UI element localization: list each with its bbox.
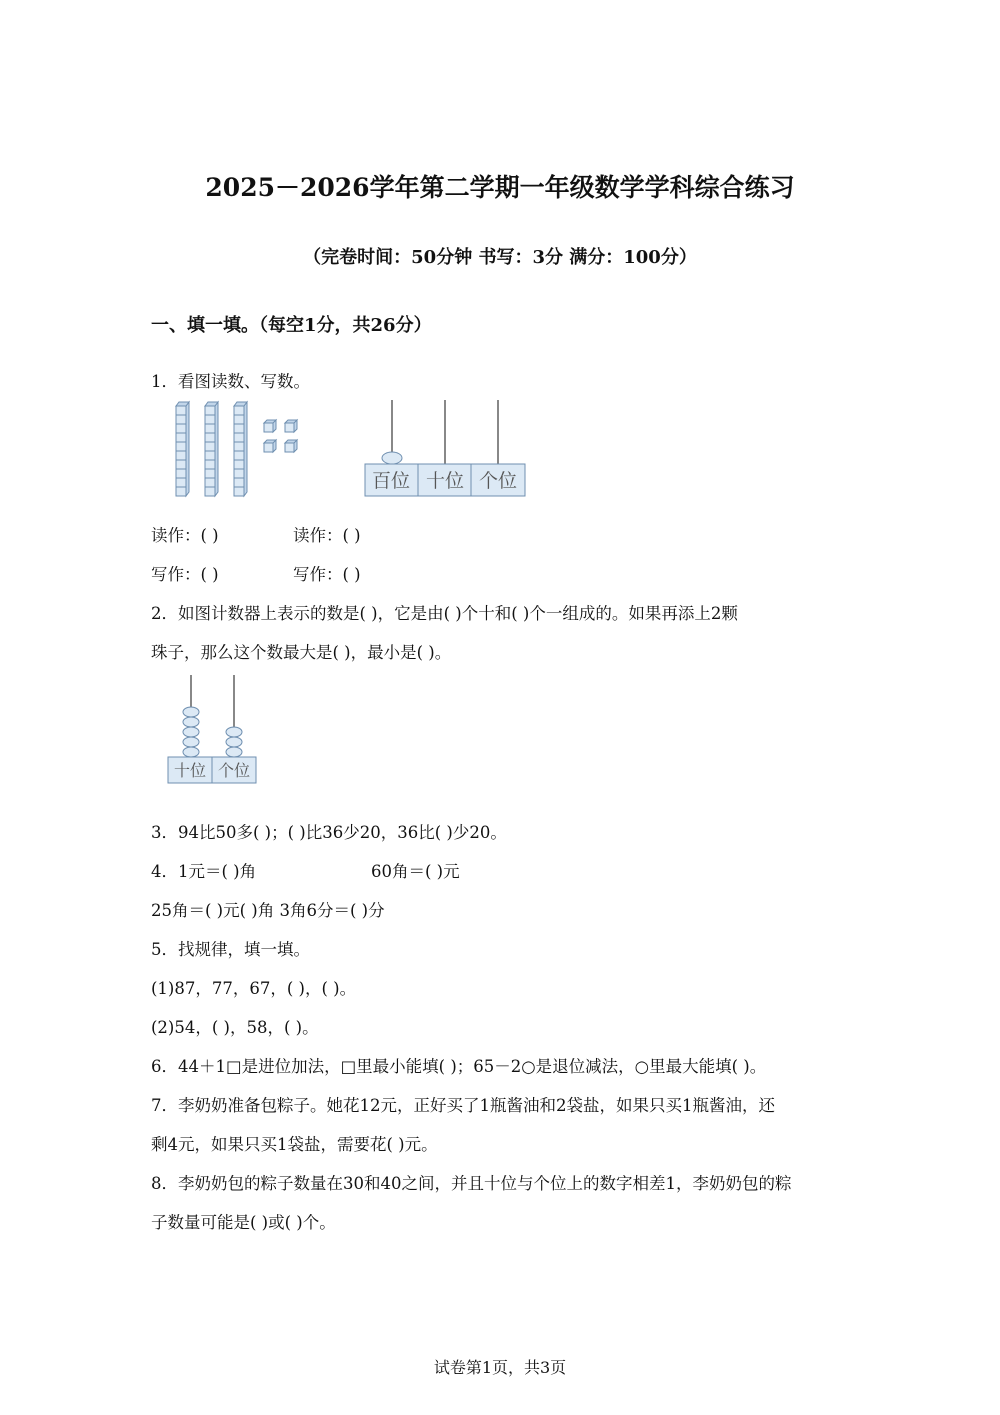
- page-footer: 试卷第1页，共3页: [433, 1358, 567, 1377]
- question-8-line-1: 8．李奶奶包的粽子数量在30和40之间，并且十位与个位上的数字相差1，李奶奶包的粽: [151, 1174, 792, 1193]
- bead: [382, 452, 402, 464]
- q1-write-left: 写作：( ): [151, 565, 219, 584]
- bead: [226, 737, 242, 747]
- ten-rod: [205, 402, 218, 496]
- bead: [183, 737, 199, 747]
- q1-read-left: 读作：( ): [151, 526, 219, 545]
- question-4-left: 4．1元＝( )角: [151, 862, 257, 881]
- question-3: 3．94比50多( )；( )比36少20，36比( )少20。: [151, 823, 507, 842]
- bead: [226, 727, 242, 737]
- q1-read-right: 读作：( ): [293, 526, 361, 545]
- question-8-line-2: 子数量可能是( )或( )个。: [151, 1213, 336, 1232]
- bead: [183, 747, 199, 757]
- question-4-line-2: 25角＝( )元( )角 3角6分＝( )分: [151, 901, 385, 920]
- ten-rod: [176, 402, 189, 496]
- bead: [183, 717, 199, 727]
- abacus-label-tens: 十位: [173, 761, 207, 780]
- abacus-label-tens: 十位: [425, 470, 465, 492]
- abacus-label-hundreds: 百位: [371, 470, 411, 492]
- question-7-line-2: 剩4元，如果只买1袋盐，需要花( )元。: [151, 1135, 438, 1154]
- question-1-text: 1．看图读数、写数。: [151, 372, 310, 391]
- bead: [226, 747, 242, 757]
- bead: [183, 707, 199, 717]
- question-5-part-1: (1)87，77，67，( )，( )。: [151, 979, 357, 998]
- bead: [183, 727, 199, 737]
- unit-cubes: [264, 420, 297, 452]
- question-5-part-2: (2)54，( )，58，( )。: [151, 1018, 319, 1037]
- q1-write-right: 写作：( ): [293, 565, 361, 584]
- question-2-line-1: 2．如图计数器上表示的数是( )，它是由( )个十和( )个一组成的。如果再添上2颗: [151, 604, 738, 623]
- abacus-label-ones: 个位: [217, 761, 251, 780]
- abacus-two-digit-figure: [164, 673, 260, 787]
- abacus-three-digit-figure: [362, 398, 528, 500]
- exam-info: （完卷时间：50分钟 书写：3分 满分：100分）: [303, 247, 697, 268]
- base-ten-blocks-figure: [172, 400, 307, 500]
- abacus-label-ones: 个位: [478, 470, 518, 492]
- question-5-text: 5．找规律，填一填。: [151, 940, 310, 959]
- section-heading-1: 一、填一填。（每空1分，共26分）: [151, 315, 432, 336]
- question-2-line-2: 珠子，那么这个数最大是( )，最小是( )。: [151, 643, 452, 662]
- page-title: 2025－2026学年第二学期一年级数学学科综合练习: [205, 173, 795, 202]
- ten-rod: [234, 402, 247, 496]
- question-4-right: 60角＝( )元: [371, 862, 460, 881]
- question-7-line-1: 7．李奶奶准备包粽子。她花12元，正好买了1瓶酱油和2袋盐，如果只买1瓶酱油，还: [151, 1096, 775, 1115]
- question-6: 6．44＋1□是进位加法，□里最小能填( )；65－2○是退位减法，○里最大能填( )。: [151, 1057, 767, 1076]
